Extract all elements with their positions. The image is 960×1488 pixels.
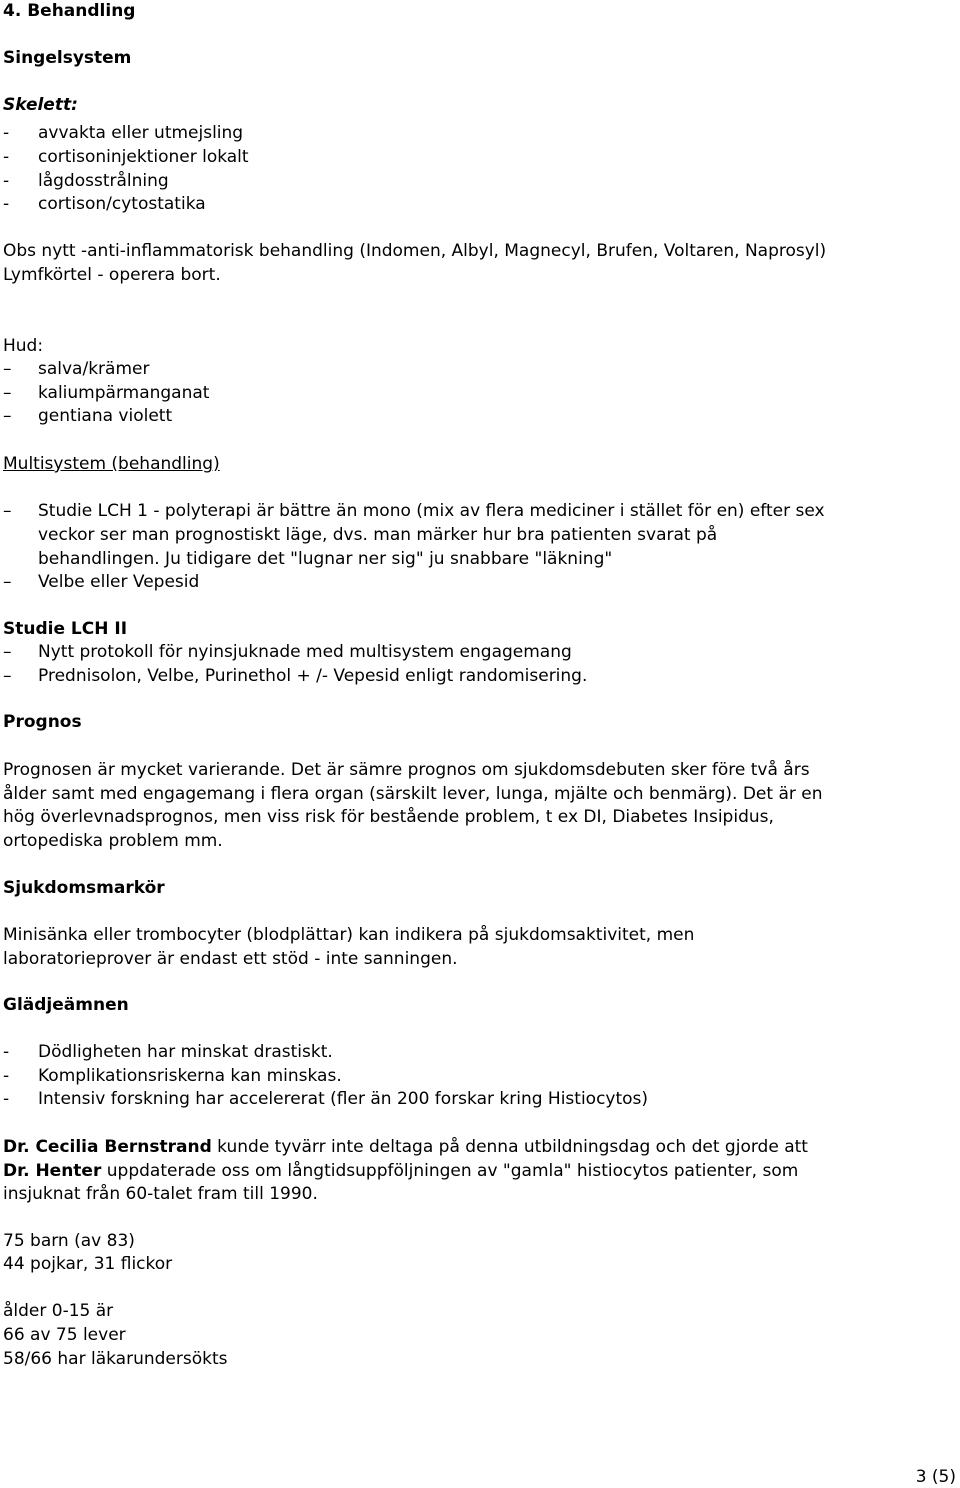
dash-bullet: – (3, 406, 12, 426)
dash-bullet: - (3, 1042, 10, 1062)
heading-prognos: Prognos (3, 712, 82, 732)
dash-bullet: - (3, 1089, 10, 1109)
label-skelett: Skelett: (3, 95, 78, 115)
dash-bullet: - (3, 1066, 10, 1086)
stat-line: 75 barn (av 83) (3, 1231, 135, 1251)
doctor-name: Dr. Cecilia Bernstrand (3, 1137, 212, 1157)
dash-bullet: – (3, 642, 12, 662)
dash-bullet: - (3, 123, 10, 143)
dash-bullet: – (3, 501, 12, 521)
section-title: 4. Behandling (3, 1, 136, 21)
dash-bullet: - (3, 147, 10, 167)
dash-bullet: - (3, 171, 10, 191)
heading-multisystem: Multisystem (behandling) (3, 454, 220, 474)
stat-line: 58/66 har läkarundersökts (3, 1349, 228, 1369)
stat-line: 44 pojkar, 31 flickor (3, 1254, 173, 1274)
stat-line: 66 av 75 lever (3, 1325, 126, 1345)
heading-singelsystem: Singelsystem (3, 48, 132, 68)
label-hud: Hud: (3, 336, 44, 356)
page-number: 3 (5) (915, 1467, 956, 1487)
obs-line: Obs nytt -anti-inflammatorisk behandling (Indomen, Albyl, Magnecyl, Brufen, Voltaren, Naprosyl) (3, 241, 827, 261)
dash-bullet: – (3, 359, 12, 379)
heading-studie-lch-2: Studie LCH II (3, 619, 128, 639)
doctor-name: Dr. Henter (3, 1161, 102, 1181)
lymf-line: Lymfkörtel - operera bort. (3, 265, 221, 285)
stat-line: ålder 0-15 är (3, 1301, 114, 1321)
dash-bullet: - (3, 194, 10, 214)
heading-gladjeamnen: Glädjeämnen (3, 995, 129, 1015)
dash-bullet: – (3, 666, 12, 686)
dash-bullet: – (3, 383, 12, 403)
dash-bullet: – (3, 572, 12, 592)
heading-sjukdomsmarkor: Sjukdomsmarkör (3, 878, 165, 898)
